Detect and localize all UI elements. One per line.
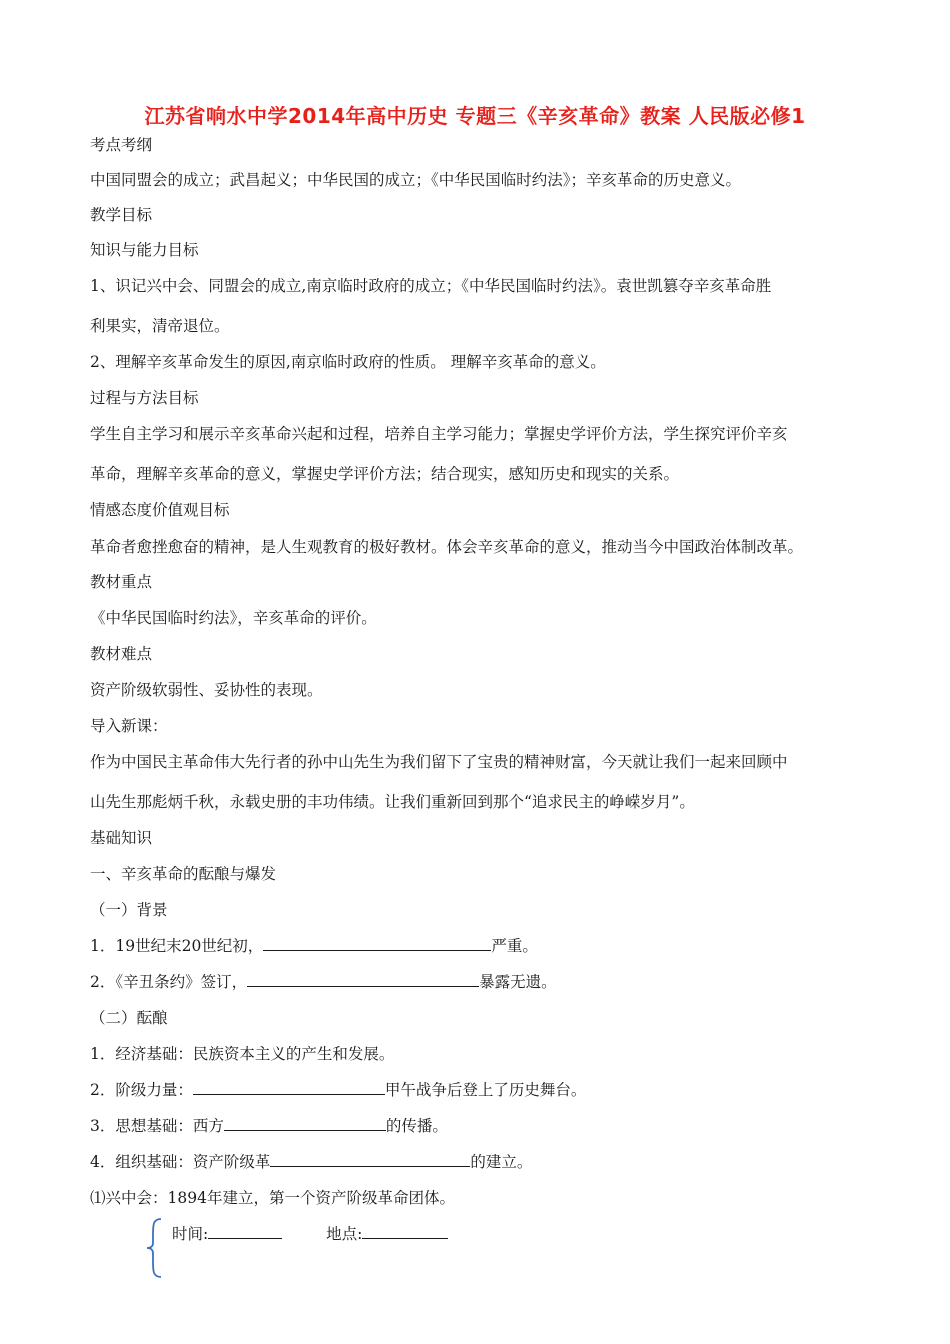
subheading: 过程与方法目标 xyxy=(90,389,199,407)
fill-blank-item xyxy=(90,970,557,992)
paragraph: ⑴兴中会：1894年建立，第一个资产阶级革命团体。 xyxy=(90,1189,455,1207)
fill-blank-item xyxy=(90,1150,532,1172)
item-text: 的建立。 xyxy=(470,1153,533,1171)
answer-blank[interactable] xyxy=(270,1152,470,1167)
answer-blank[interactable] xyxy=(263,936,491,951)
paragraph: 2、理解辛亥革命发生的原因,南京临时政府的性质。 理解辛亥革命的意义。 xyxy=(90,353,606,371)
item-text: 1．19世纪末20世纪初， xyxy=(90,937,264,955)
subsection-heading: （一）背景 xyxy=(90,901,168,919)
item-text: 严重。 xyxy=(491,937,538,955)
answer-blank[interactable] xyxy=(247,972,479,987)
paragraph: 利果实，清帝退位。 xyxy=(90,317,230,335)
answer-blank[interactable] xyxy=(193,1080,385,1095)
document-title: 江苏省响水中学2014年高中历史 专题三《辛亥革命》教案 人民版必修1 xyxy=(144,104,806,128)
heading-teaching-goals: 教学目标 xyxy=(90,206,153,224)
paragraph: 《中华民国临时约法》，辛亥革命的评价。 xyxy=(90,609,377,627)
heading-intro: 导入新课： xyxy=(90,717,168,735)
item-text: 3．思想基础：西方 xyxy=(90,1117,224,1135)
item-text: 暴露无遗。 xyxy=(479,973,557,991)
paragraph: 1．经济基础：民族资本主义的产生和发展。 xyxy=(90,1045,395,1063)
item-text: 2．《辛丑条约》签订， xyxy=(90,973,248,991)
item-text: 4．组织基础：资产阶级革 xyxy=(90,1153,271,1171)
brace-icon xyxy=(145,1217,165,1279)
section-heading: 一、辛亥革命的酝酿与爆发 xyxy=(90,865,277,883)
paragraph: 革命，理解辛亥革命的意义，掌握史学评价方法；结合现实，感知历史和现实的关系。 xyxy=(90,465,680,483)
time-label: 时间: xyxy=(172,1225,209,1243)
answer-blank[interactable] xyxy=(224,1116,386,1131)
time-place-row xyxy=(172,1222,448,1244)
time-blank[interactable] xyxy=(208,1224,282,1239)
place-blank[interactable] xyxy=(362,1224,448,1239)
fill-blank-item xyxy=(90,934,538,956)
heading-difficulties: 教材难点 xyxy=(90,645,153,663)
fill-blank-item xyxy=(90,1078,586,1100)
paragraph: 山先生那彪炳千秋，永载史册的丰功伟绩。让我们重新回到那个“追求民主的峥嵘岁月”。 xyxy=(90,793,695,811)
heading-basic-knowledge: 基础知识 xyxy=(90,829,153,847)
paragraph: 中国同盟会的成立；武昌起义；中华民国的成立；《中华民国临时约法》；辛亥革命的历史意义。 xyxy=(90,171,742,189)
heading-exam-outline: 考点考纲 xyxy=(90,136,153,154)
paragraph: 资产阶级软弱性、妥协性的表现。 xyxy=(90,681,323,699)
fill-blank-item xyxy=(90,1114,448,1136)
place-label: 地点: xyxy=(326,1225,363,1243)
item-text: 甲午战争后登上了历史舞台。 xyxy=(384,1081,587,1099)
paragraph: 作为中国民主革命伟大先行者的孙中山先生为我们留下了宝贵的精神财富，今天就让我们一起来回顾中 xyxy=(90,753,788,771)
subheading: 情感态度价值观目标 xyxy=(90,501,230,519)
subheading: 知识与能力目标 xyxy=(90,241,199,259)
paragraph: 1、识记兴中会、同盟会的成立,南京临时政府的成立；《中华民国临时约法》。袁世凯篡夺辛亥革命胜 xyxy=(90,277,772,295)
item-text: 2．阶级力量： xyxy=(90,1081,193,1099)
paragraph: 学生自主学习和展示辛亥革命兴起和过程，培养自主学习能力；掌握史学评价方法，学生探究评价辛亥 xyxy=(90,425,788,443)
paragraph: 革命者愈挫愈奋的精神，是人生观教育的极好教材。体会辛亥革命的意义，推动当今中国政治体制改革。 xyxy=(90,538,804,556)
subsection-heading: （二）酝酿 xyxy=(90,1009,168,1027)
item-text: 的传播。 xyxy=(385,1117,448,1135)
heading-key-points: 教材重点 xyxy=(90,573,153,591)
